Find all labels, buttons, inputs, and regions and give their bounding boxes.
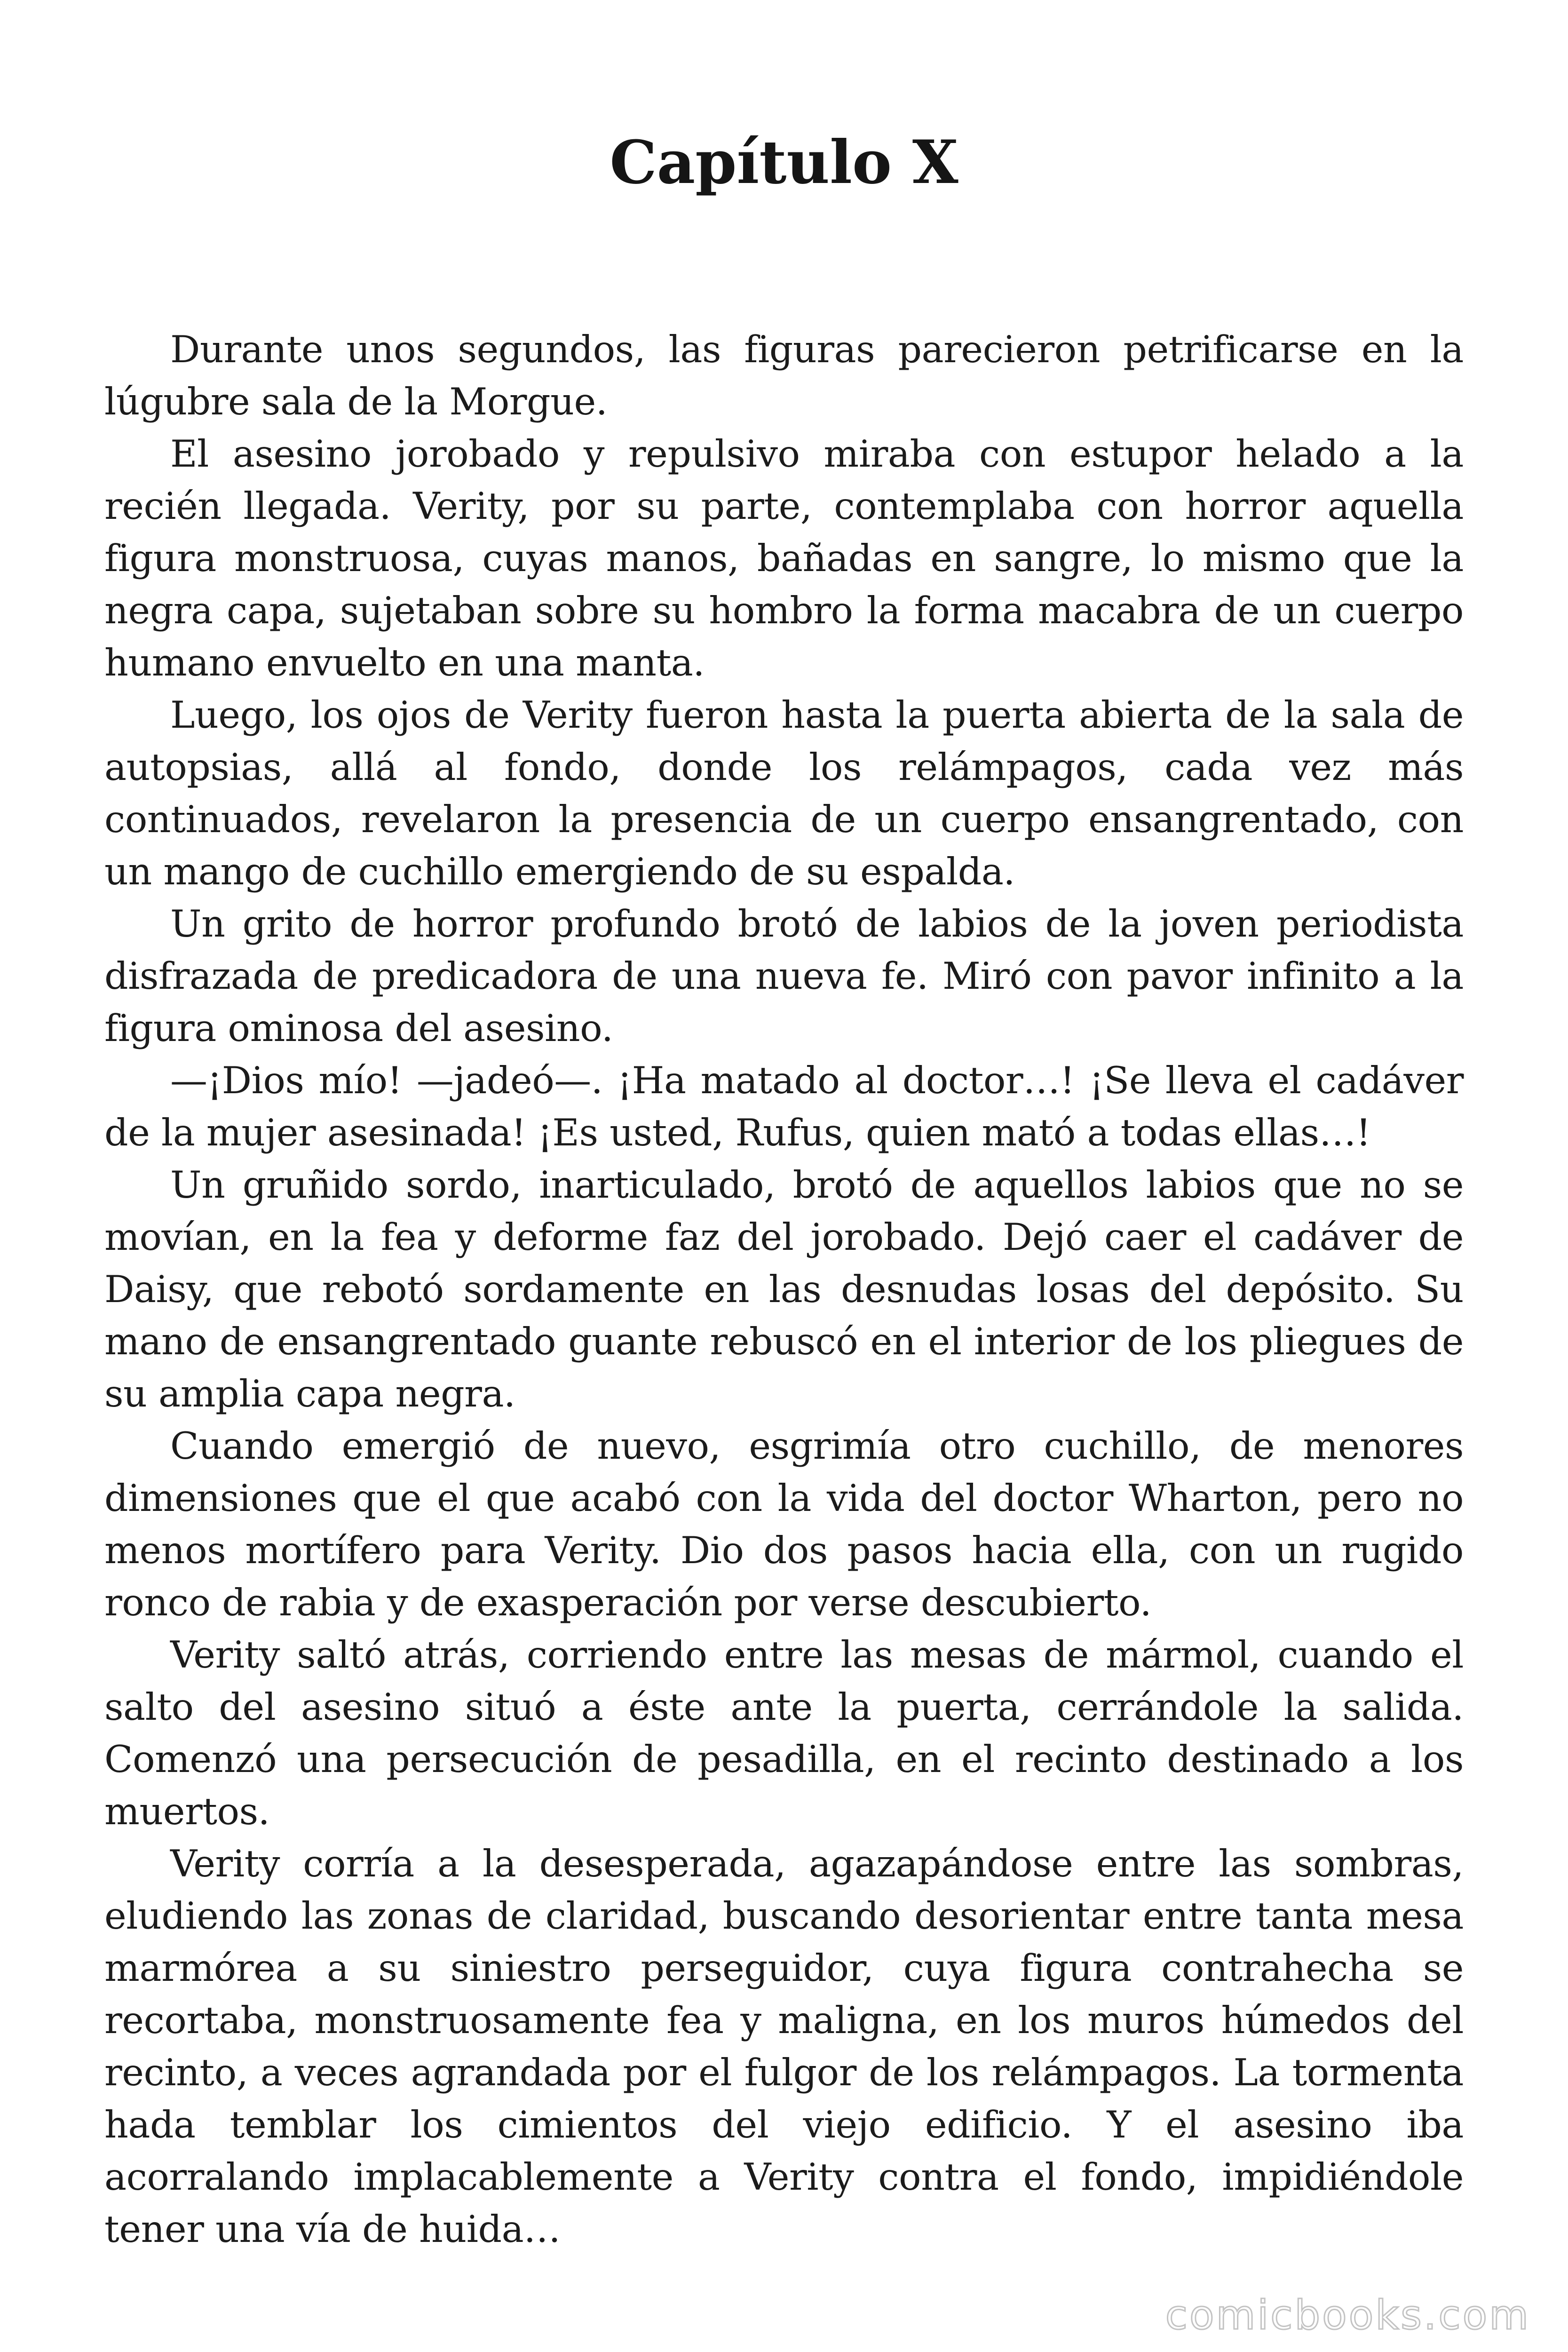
chapter-body: [104, 324, 1464, 2256]
paragraph: Luego, los ojos de Verity fueron hasta la puerta abierta de la sala de autopsias, allá al fondo, donde los relámpagos, cada vez más continuados, revelaron la presencia de un cuerpo ensangrentado, con un mango de cuchillo emergiendo de su espalda.: [104, 693, 1464, 893]
paragraph: El asesino jorobado y repulsivo miraba con estupor helado a la recién llegada. Verity, por su parte, contemplaba con horror aquella figura monstruosa, cuyas manos, bañadas en sangre, lo mismo que la negra capa, sujetaban sobre su hombro la forma macabra de un cuerpo humano envuelto en una manta.: [104, 432, 1464, 684]
paragraph: Verity saltó atrás, corriendo entre las mesas de mármol, cuando el salto del asesino situó a éste ante la puerta, cerrándole la salida. Comenzó una persecución de pesadilla, en el recinto destinado a los muertos.: [104, 1633, 1464, 1833]
paragraph: Un grito de horror profundo brotó de labios de la joven periodista disfrazada de predicadora de una nueva fe. Miró con pavor infinito a la figura ominosa del asesino.: [104, 902, 1464, 1050]
paragraph: Durante unos segundos, las figuras parecieron petrificarse en la lúgubre sala de la Morgue.: [104, 328, 1464, 423]
paragraph: Verity corría a la desesperada, agazapándose entre las sombras, eludiendo las zonas de claridad, buscando desorientar entre tanta mesa marmórea a su siniestro perseguidor, cuya figura contrahecha se recortaba, monstruosamente fea y maligna, en los muros húmedos del recinto, a veces agrandada por el fulgor de los relámpagos. La tormenta hada temblar los cimientos del viejo edificio. Y el asesino iba acorralando implacablemente a Verity contra el fondo, impidiéndole tener una vía de huida…: [104, 1842, 1464, 2251]
paragraph: Un gruñido sordo, inarticulado, brotó de aquellos labios que no se movían, en la fea y deforme faz del jorobado. Dejó caer el cadáver de Daisy, que rebotó sordamente en las desnudas losas del depósito. Su mano de ensangrentado guante rebuscó en el interior de los pliegues de su amplia capa negra.: [104, 1163, 1464, 1415]
chapter-title: Capítulo X: [610, 127, 958, 197]
paragraph: —¡Dios mío! —jadeó—. ¡Ha matado al doctor…! ¡Se lleva el cadáver de la mujer asesinada! ¡Es usted, Rufus, quien mató a todas ellas…!: [104, 1059, 1464, 1154]
paragraph: Cuando emergió de nuevo, esgrimía otro cuchillo, de menores dimensiones que el que acabó con la vida del doctor Wharton, pero no menos mortífero para Verity. Dio dos pasos hacia ella, con un rugido ronco de rabia y de exasperación por verse descubierto.: [104, 1424, 1464, 1624]
watermark: comicbooks.com: [1165, 2292, 1530, 2339]
